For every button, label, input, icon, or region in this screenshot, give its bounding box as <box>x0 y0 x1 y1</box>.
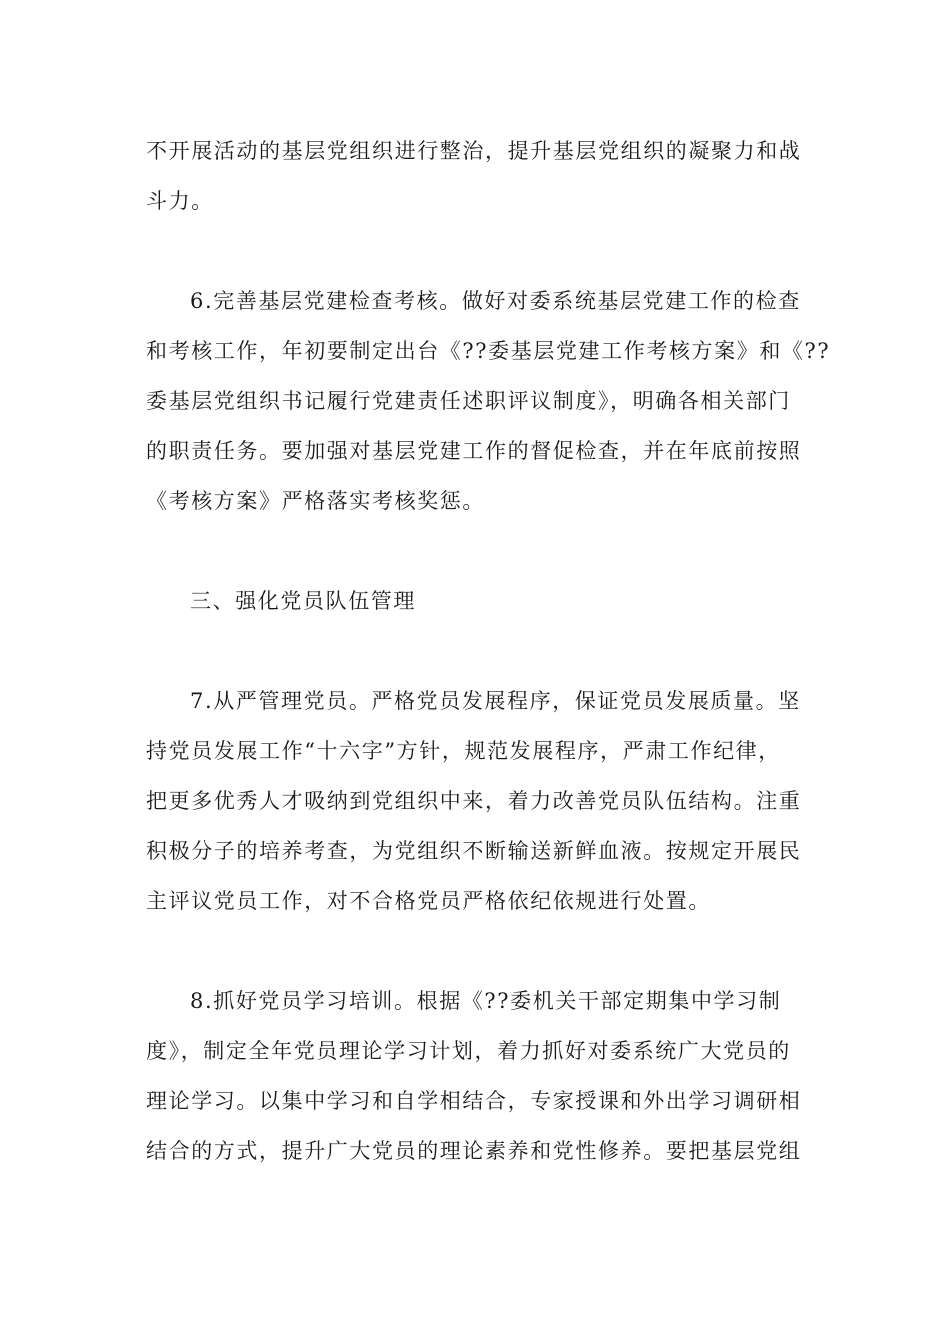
paragraph-line: 度》，制定全年党员理论学习计划，着力抓好对委系统广大党员的 <box>146 1039 791 1063</box>
paragraph-line: 持党员发展工作“十六字”方针，规范发展程序，严肃工作纪律， <box>146 739 781 763</box>
paragraph-line: 把更多优秀人才吸纳到党组织中来，着力改善党员队伍结构。注重 <box>146 789 802 813</box>
paragraph-line: 主评议党员工作，对不合格党员严格依纪依规进行处置。 <box>146 889 711 913</box>
paragraph-line: 结合的方式，提升广大党员的理论素养和党性修养。要把基层党组 <box>146 1139 802 1163</box>
paragraph-line: 积极分子的培养考查，为党组织不断输送新鲜血液。按规定开展民 <box>146 839 802 863</box>
paragraph-line: 《考核方案》严格落实考核奖惩。 <box>146 489 485 513</box>
paragraph-line: 斗力。 <box>146 189 214 213</box>
paragraph-line: 不开展活动的基层党组织进行整治，提升基层党组织的凝聚力和战 <box>146 139 802 163</box>
paragraph-line: 的职责任务。要加强对基层党建工作的督促检查，并在年底前按照 <box>146 439 802 463</box>
paragraph-line: 理论学习。以集中学习和自学相结合，专家授课和外出学习调研相 <box>146 1089 802 1113</box>
paragraph-line: 6.完善基层党建检查考核。做好对委系统基层党建工作的检查 <box>190 289 801 313</box>
paragraph-line: 委基层党组织书记履行党建责任述职评议制度》，明确各相关部门 <box>146 389 791 413</box>
section-heading: 三、强化党员队伍管理 <box>190 589 416 613</box>
paragraph-line: 8.抓好党员学习培训。根据《??委机关干部定期集中学习制 <box>190 989 782 1013</box>
paragraph-line: 7.从严管理党员。严格党员发展程序，保证党员发展质量。坚 <box>190 689 801 713</box>
paragraph-line: 和考核工作，年初要制定出台《??委基层党建工作考核方案》和《?? <box>146 339 831 363</box>
